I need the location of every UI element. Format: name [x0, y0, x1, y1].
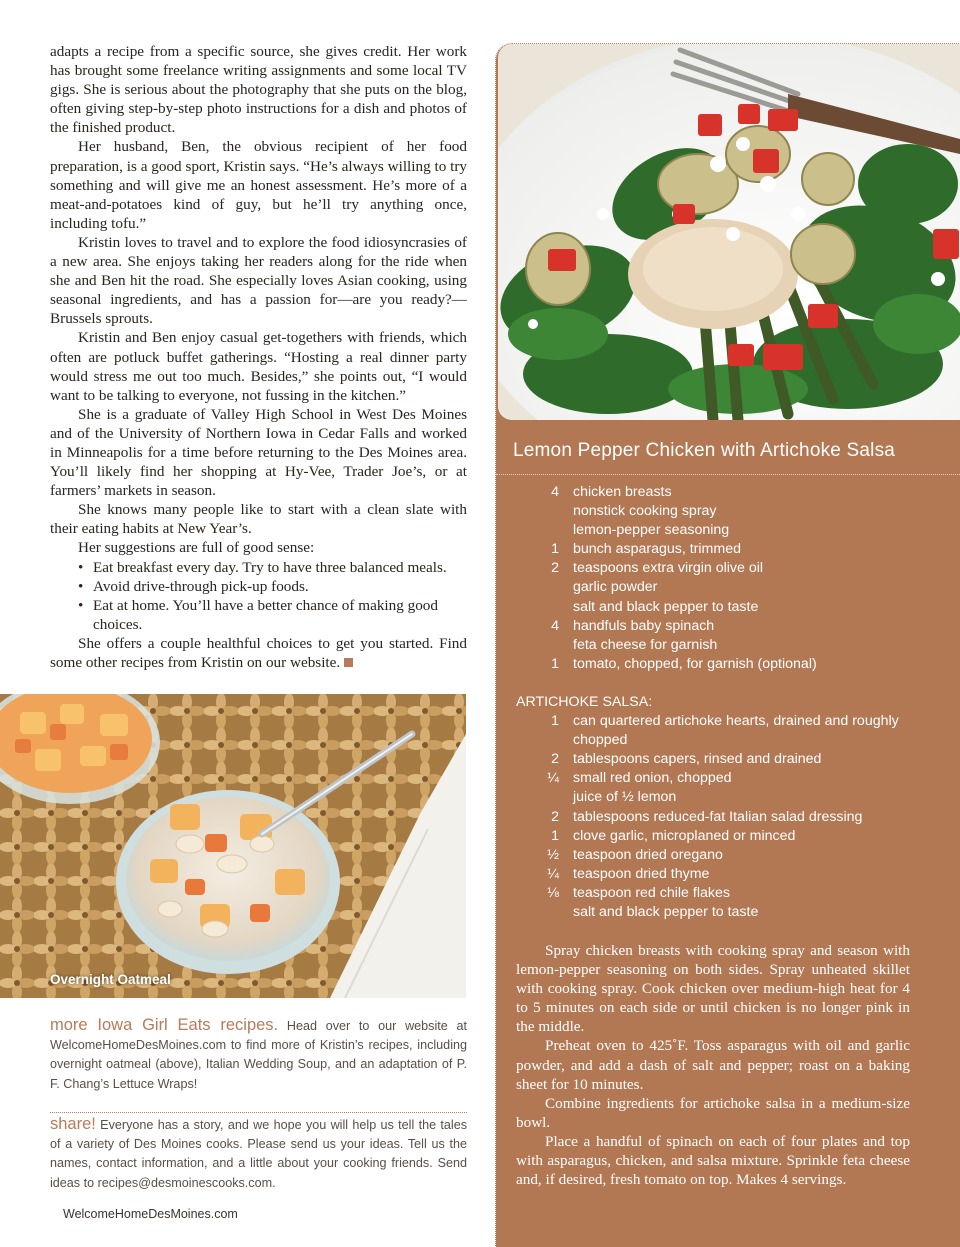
- ingredient-item: teaspoon red chile flakes: [573, 884, 730, 901]
- ingredient-row: [516, 598, 946, 617]
- ingredient-item: small red onion, chopped: [573, 770, 732, 787]
- article-paragraph: She knows many people like to start with a clean slate with their eating habits at New Year’s.: [50, 501, 467, 538]
- share-text: Everyone has a story, and we hope you will help us tell the tales of a variety of Des Moines cooks. Please send us your ideas. Tell us the names, contact information, and a little about your cooking friends. Send ideas to recipes@desmoinescooks.com.: [50, 1118, 467, 1190]
- direction-step: Spray chicken breasts with cooking spray and season with lemon-pepper seasoning on both sides. Spray unheated skillet with cooking spray. Cook chicken over medium-high heat for 4 to 5 minutes on each side or until chicken is no longer pink in the middle.: [516, 942, 910, 1036]
- article-paragraph: Kristin and Ben enjoy casual get-togethers with friends, which often are potluck buffet gatherings. “Hosting a real dinner party would stress me out too much. Besides,” she points out, “I would want to be talking to everyone, not fussing in the kitchen.”: [50, 329, 467, 404]
- article-closing: [50, 634, 467, 672]
- salsa-ingredient-row: [516, 788, 946, 807]
- ingredients-list: [516, 483, 946, 922]
- recipe-directions: [516, 941, 910, 1189]
- ingredient-row: [516, 559, 946, 578]
- ingredient-row: [516, 521, 946, 540]
- salsa-ingredient-row: [516, 884, 946, 903]
- salad-illustration: [498, 44, 960, 420]
- ingredient-item: can quartered artichoke hearts, drained and roughly chopped: [573, 713, 899, 749]
- ingredient-qty: [516, 903, 573, 922]
- ingredient-qty: ½: [547, 846, 559, 863]
- ingredient-item: handfuls baby spinach: [573, 617, 715, 634]
- direction-step: Preheat oven to 425˚F. Toss asparagus with oil and garlic powder, and add a dash of salt and pepper; roast on a baking sheet for 10 minutes.: [516, 1037, 910, 1093]
- ingredient-qty: 4: [551, 484, 559, 500]
- ingredient-row: [516, 502, 946, 521]
- salsa-ingredient-row: [516, 750, 946, 769]
- direction-step: Combine ingredients for artichoke salsa in a medium-size bowl.: [516, 1094, 910, 1131]
- suggestions-list: [50, 558, 467, 634]
- suggestion-item: • Eat breakfast every day. Try to have three balanced meals.: [78, 558, 467, 577]
- article-paragraph: Her husband, Ben, the obvious recipient of her food preparation, is a good sport, Kristin says. “He’s always willing to try something and will give me an honest assessment. He’s more of a meat-and-potatoes kind of guy, but he’ll try anything once, including tofu.”: [50, 138, 467, 232]
- ingredient-qty: [516, 578, 573, 597]
- more-recipes-text: Head over to our website at WelcomeHomeDesMoines.com to find more of Kristin’s recipes, including overnight oatmeal (above), Italian Wedding Soup, and an adaptation of P. F. Chang’s Lettuce Wraps!: [50, 1019, 467, 1091]
- ingredient-qty: [516, 636, 573, 655]
- ingredient-item: garlic powder: [573, 579, 658, 596]
- ingredient-item: teaspoon dried thyme: [573, 865, 710, 882]
- ingredient-item: nonstick cooking spray: [573, 503, 717, 520]
- article-paragraph: Kristin loves to travel and to explore the food idiosyncrasies of a new area. She enjoys taking her readers along for the ride when she and Ben hit the road. She especially loves Asian cooking, using seasonal ingredients, and has a passion for—are you ready?—Brussels sprouts.: [50, 233, 467, 328]
- ingredient-qty: 1: [551, 713, 559, 730]
- footer-website-url[interactable]: WelcomeHomeDesMoines.com: [63, 1207, 238, 1221]
- ingredient-qty: ¼: [547, 770, 559, 787]
- photo-caption: Overnight Oatmeal: [50, 972, 171, 987]
- ingredient-item: teaspoon dried oregano: [573, 846, 723, 863]
- title-divider: [496, 474, 960, 475]
- salsa-ingredient-row: [516, 827, 946, 846]
- ingredient-qty: [516, 502, 573, 521]
- ingredient-qty: 2: [551, 560, 559, 577]
- ingredient-row: [516, 578, 946, 597]
- ingredient-item: salt and black pepper to taste: [573, 903, 759, 920]
- ingredient-qty: 1: [551, 541, 559, 558]
- ingredient-qty: [516, 521, 573, 540]
- salsa-ingredient-row: [516, 903, 946, 922]
- ingredient-item: lemon-pepper seasoning: [573, 522, 730, 539]
- salad-photo: [498, 44, 960, 420]
- suggestion-item: • Eat at home. You’ll have a better chance of making good choices.: [78, 596, 467, 634]
- recipe-title: Lemon Pepper Chicken with Artichoke Salsa: [513, 440, 896, 461]
- ingredient-qty: 1: [551, 827, 559, 844]
- article-body: [50, 42, 467, 672]
- ingredient-item: tablespoons reduced-fat Italian salad dressing: [573, 808, 863, 825]
- salsa-heading: ARTICHOKE SALSA:: [516, 693, 653, 710]
- ingredient-item: tablespoons capers, rinsed and drained: [573, 751, 822, 768]
- more-recipes-heading: more Iowa Girl Eats recipes.: [50, 1016, 279, 1034]
- ingredient-item: juice of ½ lemon: [573, 789, 677, 806]
- ingredient-item: chicken breasts: [573, 484, 672, 500]
- ingredient-qty: [516, 788, 573, 807]
- end-mark-icon: [344, 658, 353, 667]
- direction-step: Place a handful of spinach on each of four plates and top with asparagus, chicken, and salsa mixture. Sprinkle feta cheese and, if desired, fresh tomato on top. Makes 4 servings.: [516, 1132, 910, 1189]
- ingredient-qty: 4: [551, 617, 559, 634]
- suggestion-item: • Avoid drive-through pick-up foods.: [78, 577, 467, 596]
- article-paragraph: adapts a recipe from a specific source, she gives credit. Her work has brought some freelance writing assignments and some local TV gigs. She is serious about the photography that she puts on the blog, often giving step-by-step photo instructions for a dish and photos of the finished product.: [50, 43, 467, 137]
- ingredient-qty: ¼: [547, 865, 559, 882]
- ingredient-item: salt and black pepper to taste: [573, 598, 759, 615]
- article-paragraph: She is a graduate of Valley High School in West Des Moines and of the University of Northern Iowa in Cedar Falls and worked in Minneapolis for a time before returning to the Des Moines area. You’ll likely find her shopping at Hy-Vee, Trader Joe’s, or at farmers’ markets in season.: [50, 405, 467, 500]
- ingredient-item: teaspoons extra virgin olive oil: [573, 560, 764, 577]
- ingredient-qty: 1: [551, 655, 559, 672]
- salsa-ingredient-row: [516, 865, 946, 884]
- oatmeal-illustration: [0, 694, 466, 998]
- salsa-ingredient-row: [516, 808, 946, 827]
- ingredient-item: tomato, chopped, for garnish (optional): [573, 655, 817, 672]
- ingredient-row: [516, 655, 946, 674]
- ingredient-item: feta cheese for garnish: [573, 636, 718, 653]
- ingredient-qty: [516, 598, 573, 617]
- ingredient-row: [516, 540, 946, 559]
- ingredient-row: [516, 636, 946, 655]
- article-paragraph: Her suggestions are full of good sense:: [78, 539, 315, 557]
- more-recipes-box: [50, 1016, 467, 1094]
- closing-text: She offers a couple healthful choices to get you started. Find some other recipes from Kristin on our website.: [50, 634, 467, 671]
- ingredient-qty: 2: [551, 751, 559, 768]
- ingredient-qty: 2: [551, 808, 559, 825]
- salsa-ingredient-row: [516, 769, 946, 788]
- share-heading: share!: [50, 1115, 96, 1133]
- ingredient-item: bunch asparagus, trimmed: [573, 541, 741, 558]
- ingredient-row: [516, 483, 946, 502]
- salsa-ingredient-row: [516, 712, 946, 750]
- salsa-ingredient-row: [516, 846, 946, 865]
- oatmeal-photo: [0, 694, 466, 998]
- ingredient-row: [516, 617, 946, 636]
- ingredient-item: clove garlic, microplaned or minced: [573, 827, 796, 844]
- ingredient-qty: ⅛: [547, 884, 559, 901]
- share-box: [50, 1112, 467, 1193]
